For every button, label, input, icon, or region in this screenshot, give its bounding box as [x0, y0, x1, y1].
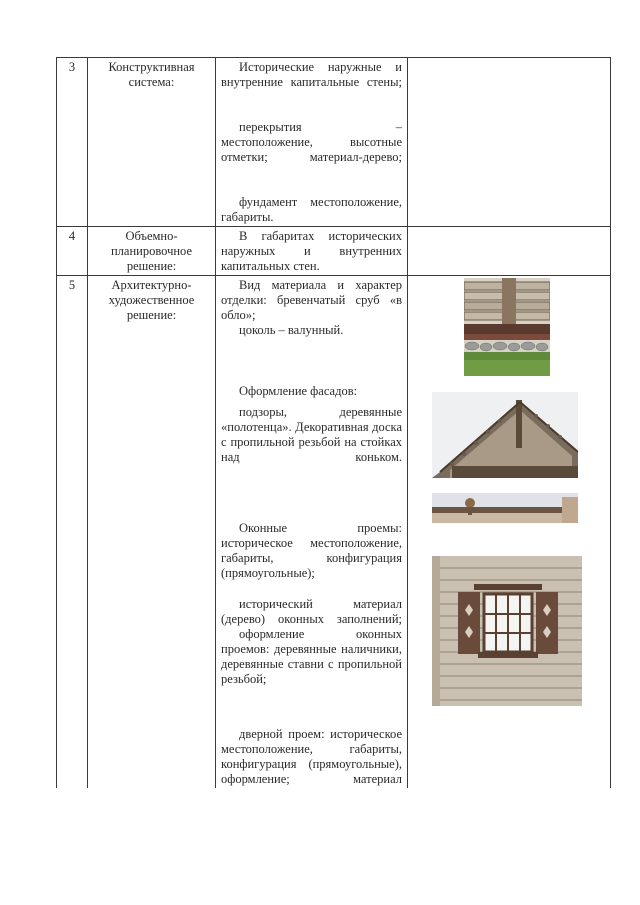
description-paragraph: исторический материал (дерево) оконных заполнений;	[221, 597, 402, 626]
gable-photo	[432, 392, 578, 478]
image-cell	[408, 227, 611, 276]
row-title: Архитектурно-художественное решение:	[88, 276, 216, 789]
row-number: 3	[57, 58, 88, 227]
description-paragraph: Исторические наружные и внутренние капитальные стены;	[221, 60, 402, 89]
description-paragraph: перекрытия – местоположение, высотные отметки; материал-дерево;	[221, 120, 402, 164]
row-title: Конструктивная система:	[88, 58, 216, 227]
description-paragraph: Оформление фасадов:	[239, 384, 358, 398]
row-description	[216, 276, 408, 789]
row-description	[216, 58, 408, 227]
roof-ridge-photo	[432, 493, 578, 523]
description-paragraph: дверной проем: историческое местоположение, габариты, конфигурация (прямоугольные), оформление; материал	[221, 727, 402, 786]
row-number: 4	[57, 227, 88, 276]
row-title: Объемно-планировочное решение:	[88, 227, 216, 276]
log-wall-photo	[464, 278, 550, 376]
description-paragraph: Вид материала и характер отделки: бревенчатый сруб «в обло»;	[221, 278, 402, 322]
description-paragraph: подзоры, деревянные «полотенца». Декоративная доска с пропильной резьбой на стойках над коньком.	[221, 405, 402, 464]
table-row	[57, 276, 611, 789]
table-row	[57, 227, 611, 276]
row-description	[216, 227, 408, 276]
heritage-table	[56, 57, 611, 788]
window-shutters-photo	[432, 556, 582, 706]
table-row	[57, 58, 611, 227]
image-cell	[408, 58, 611, 227]
description-paragraph: цоколь – валунный.	[239, 323, 344, 337]
description-paragraph: Оконные проемы: историческое местоположение, габариты, конфигурация (прямоугольные);	[221, 521, 402, 580]
description-paragraph: оформление оконных проемов: деревянные наличники, деревянные ставни с пропильной резьбой;	[221, 627, 402, 686]
image-cell	[408, 276, 611, 789]
description-paragraph: фундамент местоположение, габариты.	[221, 195, 402, 224]
row-number: 5	[57, 276, 88, 789]
description-paragraph: В габаритах исторических наружных и внутренних капитальных стен.	[221, 229, 402, 273]
